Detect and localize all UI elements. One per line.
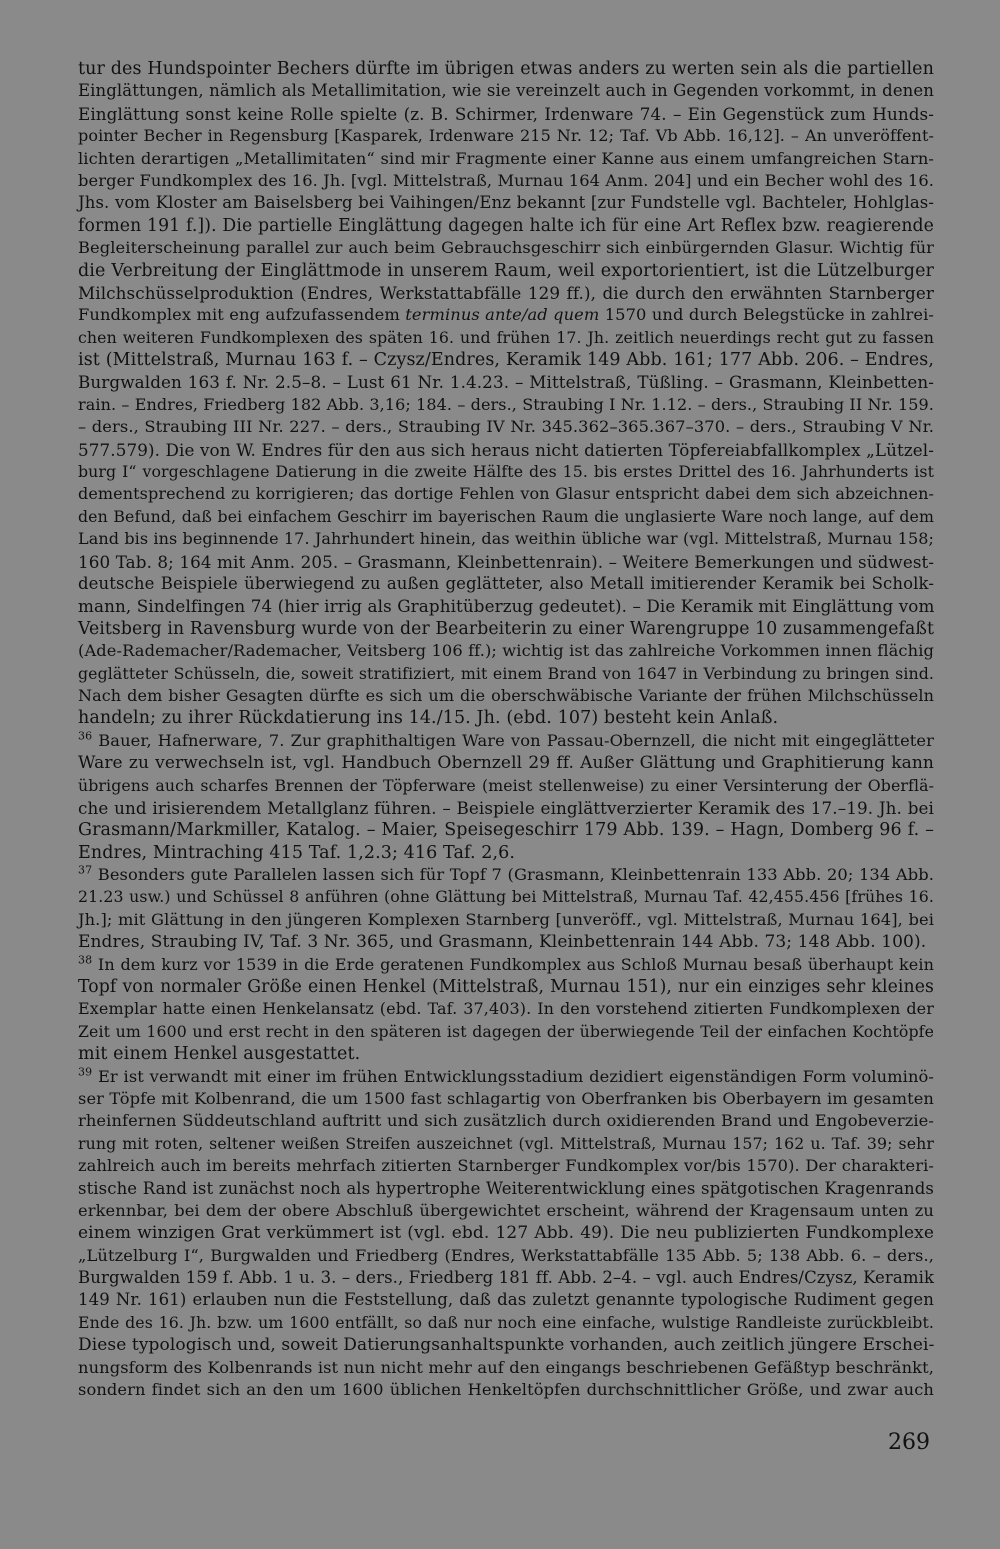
line-text: Zeit um 1600 und erst recht in den späteren ist dagegen der überwiegende Teil der einfachen Kochtöpfe <box>78 1021 934 1041</box>
line-text: che und irisierendem Metallglanz führen. – Beispiele einglättverzierter Keramik des 17.–19. Jh. bei <box>78 797 934 818</box>
line-text: (Ade-Rademacher/Rademacher, Veitsberg 106 ff.); wichtig ist das zahlreiche Vorkommen innen flächig <box>78 641 934 661</box>
line-text: Ende des 16. Jh. bzw. um 1600 entfällt, so daß nur noch eine einfache, wulstige Randleiste zurückbleibt. <box>78 1312 934 1332</box>
text-line <box>78 528 934 550</box>
line-text: 149 Nr. 161) erlauben nun die Feststellung, daß das zuletzt genannte typologische Rudiment gegen <box>78 1290 934 1310</box>
line-text: pointer Becher in Regensburg [Kasparek, Irdenware 215 Nr. 12; Taf. Vb Abb. 16,12]. – An unveröffent- <box>78 126 934 146</box>
text-line <box>78 1178 934 1200</box>
text-line <box>78 685 934 707</box>
italic-term: terminus ante/ad quem <box>405 305 600 325</box>
line-text: rheinfernen Süddeutschland auftritt und sich zusätzlich durch oxidierenden Brand und Engobeverzie- <box>78 1111 934 1131</box>
line-text: formen 191 f.]). Die partielle Einglättung dagegen halte ich für eine Art Reflex bzw. reagierende <box>78 215 934 236</box>
line-text: 160 Tab. 8; 164 mit Anm. 205. – Grasmann, Kleinbettenrain). – Weitere Bemerkungen und südwest- <box>78 551 935 572</box>
footnote-start-line <box>78 730 934 752</box>
text-line <box>78 439 934 461</box>
line-text: 21.23 usw.) und Schüssel 8 anführen (ohne Glättung bei Mittelstraß, Murnau Taf. 42,455.456 [frühes 16. <box>78 887 934 907</box>
text-line <box>78 103 934 125</box>
text-line <box>78 1088 934 1110</box>
line-text: Diese typologisch und, soweit Datierungsanhaltspunkte vorhanden, auch zeitlich jüngere Erschei- <box>78 1335 935 1356</box>
text-line <box>78 260 934 282</box>
line-text: Einglättungen, nämlich als Metallimitation, wie sie vereinzelt auch in Gegenden vorkommt, in denen <box>78 81 934 101</box>
text-line <box>78 461 934 483</box>
line-text: chen weiteren Fundkomplexen des späten 16. und frühen 17. Jh. zeitlich neuerdings recht gut zu fassen <box>78 327 934 347</box>
line-text: Milchschüsselproduktion (Endres, Werkstattabfälle 129 ff.), die durch den erwähnten Starnberger <box>78 282 934 303</box>
line-text: ser Töpfe mit Kolbenrand, die um 1500 fast schlagartig von Oberfranken bis Oberbayern im gesamten <box>78 1088 934 1108</box>
line-text: einem winzigen Grat verkümmert ist (vgl. ebd. 127 Abb. 49). Die neu publizierten Fundkomplexe <box>78 1223 934 1244</box>
line-text: dementsprechend zu korrigieren; das dortige Fehlen von Glasur entspricht dabei dem sich abzeichnen- <box>78 484 934 504</box>
text-line <box>78 1155 934 1177</box>
text-line <box>78 237 934 259</box>
line-text: Bauer, Hafnerware, 7. Zur graphithaltigen Ware von Passau-Obernzell, die nicht mit eingeglätteter <box>92 730 934 750</box>
text-line <box>78 707 934 729</box>
text-line <box>78 1334 934 1356</box>
line-text: Er ist verwandt mit einer im frühen Entwicklungsstadium dezidiert eigenständigen Form voluminö- <box>92 1066 934 1086</box>
text-line <box>78 148 934 170</box>
line-text: Topf von normaler Größe einen Henkel (Mittelstraß, Murnau 151), nur ein einziges sehr kleines <box>78 977 934 998</box>
text-line <box>78 573 934 595</box>
line-text: geglätteter Schüsseln, die, soweit stratifiziert, mit einem Brand von 1647 in Verbindung zu bringen sind. <box>78 663 934 683</box>
line-text: rung mit roten, seltener weißen Streifen auszeichnet (vgl. Mittelstraß, Murnau 157; 162 u. Taf. 39; sehr <box>78 1133 934 1153</box>
footnote-start-line <box>78 954 934 976</box>
line-text: 577.579). Die von W. Endres für den aus sich heraus nicht datierten Töpfereiabfallkomplex „Lützel- <box>78 439 934 460</box>
line-text: den Befund, daß bei einfachem Geschirr im bayerischen Raum die unglasierte Ware noch lange, auf dem <box>78 506 934 526</box>
line-text: rain. – Endres, Friedberg 182 Abb. 3,16; 184. – ders., Straubing I Nr. 1.12. – ders., Straubing II Nr. 159. <box>78 394 934 414</box>
line-text: Burgwalden 163 f. Nr. 2.5–8. – Lust 61 Nr. 1.4.23. – Mittelstraß, Tüßling. – Grasmann, Kleinbetten- <box>78 372 934 393</box>
text-line <box>78 349 934 371</box>
line-text: Fundkomplex mit eng aufzufassendem <box>78 305 406 325</box>
text-line <box>78 595 934 617</box>
line-text: zahlreich auch im bereits mehrfach zitierten Starnberger Fundkomplex vor/bis 1570). Der charakteri- <box>78 1156 934 1176</box>
line-text: 1570 und durch Belegstücke in zahlrei- <box>599 305 934 325</box>
text-line <box>78 80 934 102</box>
line-text: deutsche Beispiele überwiegend zu außen geglätteter, also Metall imitierender Keramik bei Scholk- <box>78 573 934 593</box>
text-line <box>78 618 934 640</box>
text-line <box>78 886 934 908</box>
line-text: Besonders gute Parallelen lassen sich für Topf 7 (Grasmann, Kleinbettenrain 133 Abb. 20; 134 Abb. <box>92 865 934 885</box>
text-line <box>78 58 934 80</box>
text-line <box>78 909 934 931</box>
line-text: Land bis ins beginnende 17. Jahrhundert hinein, das weithin übliche war (vgl. Mittelstraß, Murnau 158; <box>78 529 934 549</box>
line-text: Nach dem bisher Gesagten dürfte es sich um die oberschwäbische Variante der frühen Milchschüsseln <box>78 685 934 705</box>
line-text: Begleiterscheinung parallel zur auch beim Gebrauchsgeschirr sich einbürgernden Glasur. Wichtig für <box>78 238 934 258</box>
footnote-start-line <box>78 1066 934 1088</box>
footnote-number: 36 <box>78 729 93 743</box>
text-line <box>78 1222 934 1244</box>
line-text: lichten derartigen „Metallimitaten“ sind mir Fragmente einer Kanne aus einem umfangreichen Starn- <box>78 148 934 168</box>
text-line <box>78 998 934 1020</box>
line-text: „Lützelburg I“, Burgwalden und Friedberg (Endres, Werkstattabfälle 135 Abb. 5; 138 Abb. 6. – ders., <box>78 1245 934 1265</box>
text-line <box>78 1245 934 1267</box>
text-line <box>78 931 934 953</box>
text-line <box>78 1043 934 1065</box>
text-line <box>78 1110 934 1132</box>
line-text: Jhs. vom Kloster am Baiselsberg bei Vaihingen/Enz bekannt [zur Fundstelle vgl. Bachteler, Hohlglas- <box>78 193 934 213</box>
text-line <box>78 976 934 998</box>
line-text: – ders., Straubing III Nr. 227. – ders., Straubing IV Nr. 345.362–365.367–370. – ders., Straubing V Nr. <box>78 417 934 437</box>
text-line <box>78 551 934 573</box>
footnote-number: 39 <box>78 1065 93 1079</box>
text-line <box>78 371 934 393</box>
line-text: handeln; zu ihrer Rückdatierung ins 14./15. Jh. (ebd. 107) besteht kein Anlaß. <box>78 708 779 729</box>
text-line <box>78 327 934 349</box>
line-text: In dem kurz vor 1539 in die Erde geratenen Fundkomplex aus Schloß Murnau besaß überhaupt kein <box>92 954 934 974</box>
line-text: Endres, Mintraching 415 Taf. 1,2.3; 416 Taf. 2,6. <box>78 842 516 863</box>
line-text: die Verbreitung der Einglättmode in unserem Raum, weil exportorientiert, ist die Lützelburger <box>78 260 934 281</box>
text-line <box>78 506 934 528</box>
line-text: mit einem Henkel ausgestattet. <box>78 1044 361 1065</box>
text-line <box>78 842 934 864</box>
footnote-start-line <box>78 864 934 886</box>
line-text: burg I“ vorgeschlagene Datierung in die zweite Hälfte des 15. bis erstes Drittel des 16. Jahrhunderts ist <box>78 462 934 482</box>
text-line <box>78 752 934 774</box>
text-line <box>78 483 934 505</box>
text-line <box>78 304 934 326</box>
text-line <box>78 170 934 192</box>
text-line <box>78 282 934 304</box>
text-line <box>78 1357 934 1379</box>
footnote-text-block <box>78 58 934 1401</box>
text-line <box>78 1200 934 1222</box>
line-text: tur des Hundspointer Bechers dürfte im übrigen etwas anders zu werten sein als die partiellen <box>78 59 934 79</box>
line-text: ist (Mittelstraß, Murnau 163 f. – Czysz/Endres, Keramik 149 Abb. 161; 177 Abb. 206. – Endres, <box>78 350 934 371</box>
line-text: erkennbar, bei dem der obere Abschluß übergewichtet erscheint, während der Kragensaum unten zu <box>78 1200 934 1220</box>
text-line <box>78 640 934 662</box>
text-line <box>78 394 934 416</box>
line-text: übrigens auch scharfes Brennen der Töpferware (meist stellenweise) zu einer Versinterung der Oberflä- <box>78 775 934 795</box>
text-line <box>78 1379 934 1401</box>
line-text: berger Fundkomplex des 16. Jh. [vgl. Mittelstraß, Murnau 164 Anm. 204] und ein Becher wohl des 16. <box>78 170 935 190</box>
text-line <box>78 819 934 841</box>
text-line <box>78 797 934 819</box>
line-text: stische Rand ist zunächst noch als hypertrophe Weiterentwicklung eines spätgotischen Kragenrands <box>78 1178 934 1198</box>
line-text: Endres, Straubing IV, Taf. 3 Nr. 365, und Grasmann, Kleinbettenrain 144 Abb. 73; 148 Abb. 100). <box>78 932 927 953</box>
line-text: Veitsberg in Ravensburg wurde von der Bearbeiterin zu einer Warengruppe 10 zusammengefaßt <box>78 618 935 639</box>
text-line <box>78 1021 934 1043</box>
line-text: Grasmann/Markmiller, Katalog. – Maier, Speisegeschirr 179 Abb. 139. – Hagn, Domberg 96 f. – <box>78 820 934 841</box>
text-line <box>78 663 934 685</box>
text-line <box>78 416 934 438</box>
text-line <box>78 1267 934 1289</box>
line-text: Exemplar hatte einen Henkelansatz (ebd. Taf. 37,403). In den vorstehend zitierten Fundkomplexen der <box>78 999 934 1019</box>
footnote-number: 38 <box>78 953 93 967</box>
line-text: mann, Sindelfingen 74 (hier irrig als Graphitüberzug gedeutet). – Die Keramik mit Einglättung vom <box>78 596 935 617</box>
line-text: Jh.]; mit Glättung in den jüngeren Komplexen Starnberg [unveröff., vgl. Mittelstraß, Murnau 164], bei <box>78 909 934 929</box>
line-text: sondern findet sich an den um 1600 üblichen Henkeltöpfen durchschnittlicher Größe, und zwar auch <box>78 1380 934 1400</box>
line-text: Ware zu verwechseln ist, vgl. Handbuch Obernzell 29 ff. Außer Glättung und Graphitierung kann <box>78 753 934 774</box>
text-line <box>78 192 934 214</box>
text-line <box>78 775 934 797</box>
text-line <box>78 1289 934 1311</box>
line-text: Burgwalden 159 f. Abb. 1 u. 3. – ders., Friedberg 181 ff. Abb. 2–4. – vgl. auch Endres/Czysz, Keramik <box>78 1268 935 1288</box>
line-text: nungsform des Kolbenrands ist nun nicht mehr auf den eingangs beschriebenen Gefäßtyp beschränkt, <box>78 1357 934 1377</box>
page-number: 269 <box>888 1430 930 1455</box>
text-line <box>78 1133 934 1155</box>
line-text: Einglättung sonst keine Rolle spielte (z. B. Schirmer, Irdenware 74. – Ein Gegenstück zum Hunds- <box>78 103 934 124</box>
text-line <box>78 215 934 237</box>
text-line <box>78 1312 934 1334</box>
footnote-number: 37 <box>78 863 93 877</box>
text-line <box>78 125 934 147</box>
